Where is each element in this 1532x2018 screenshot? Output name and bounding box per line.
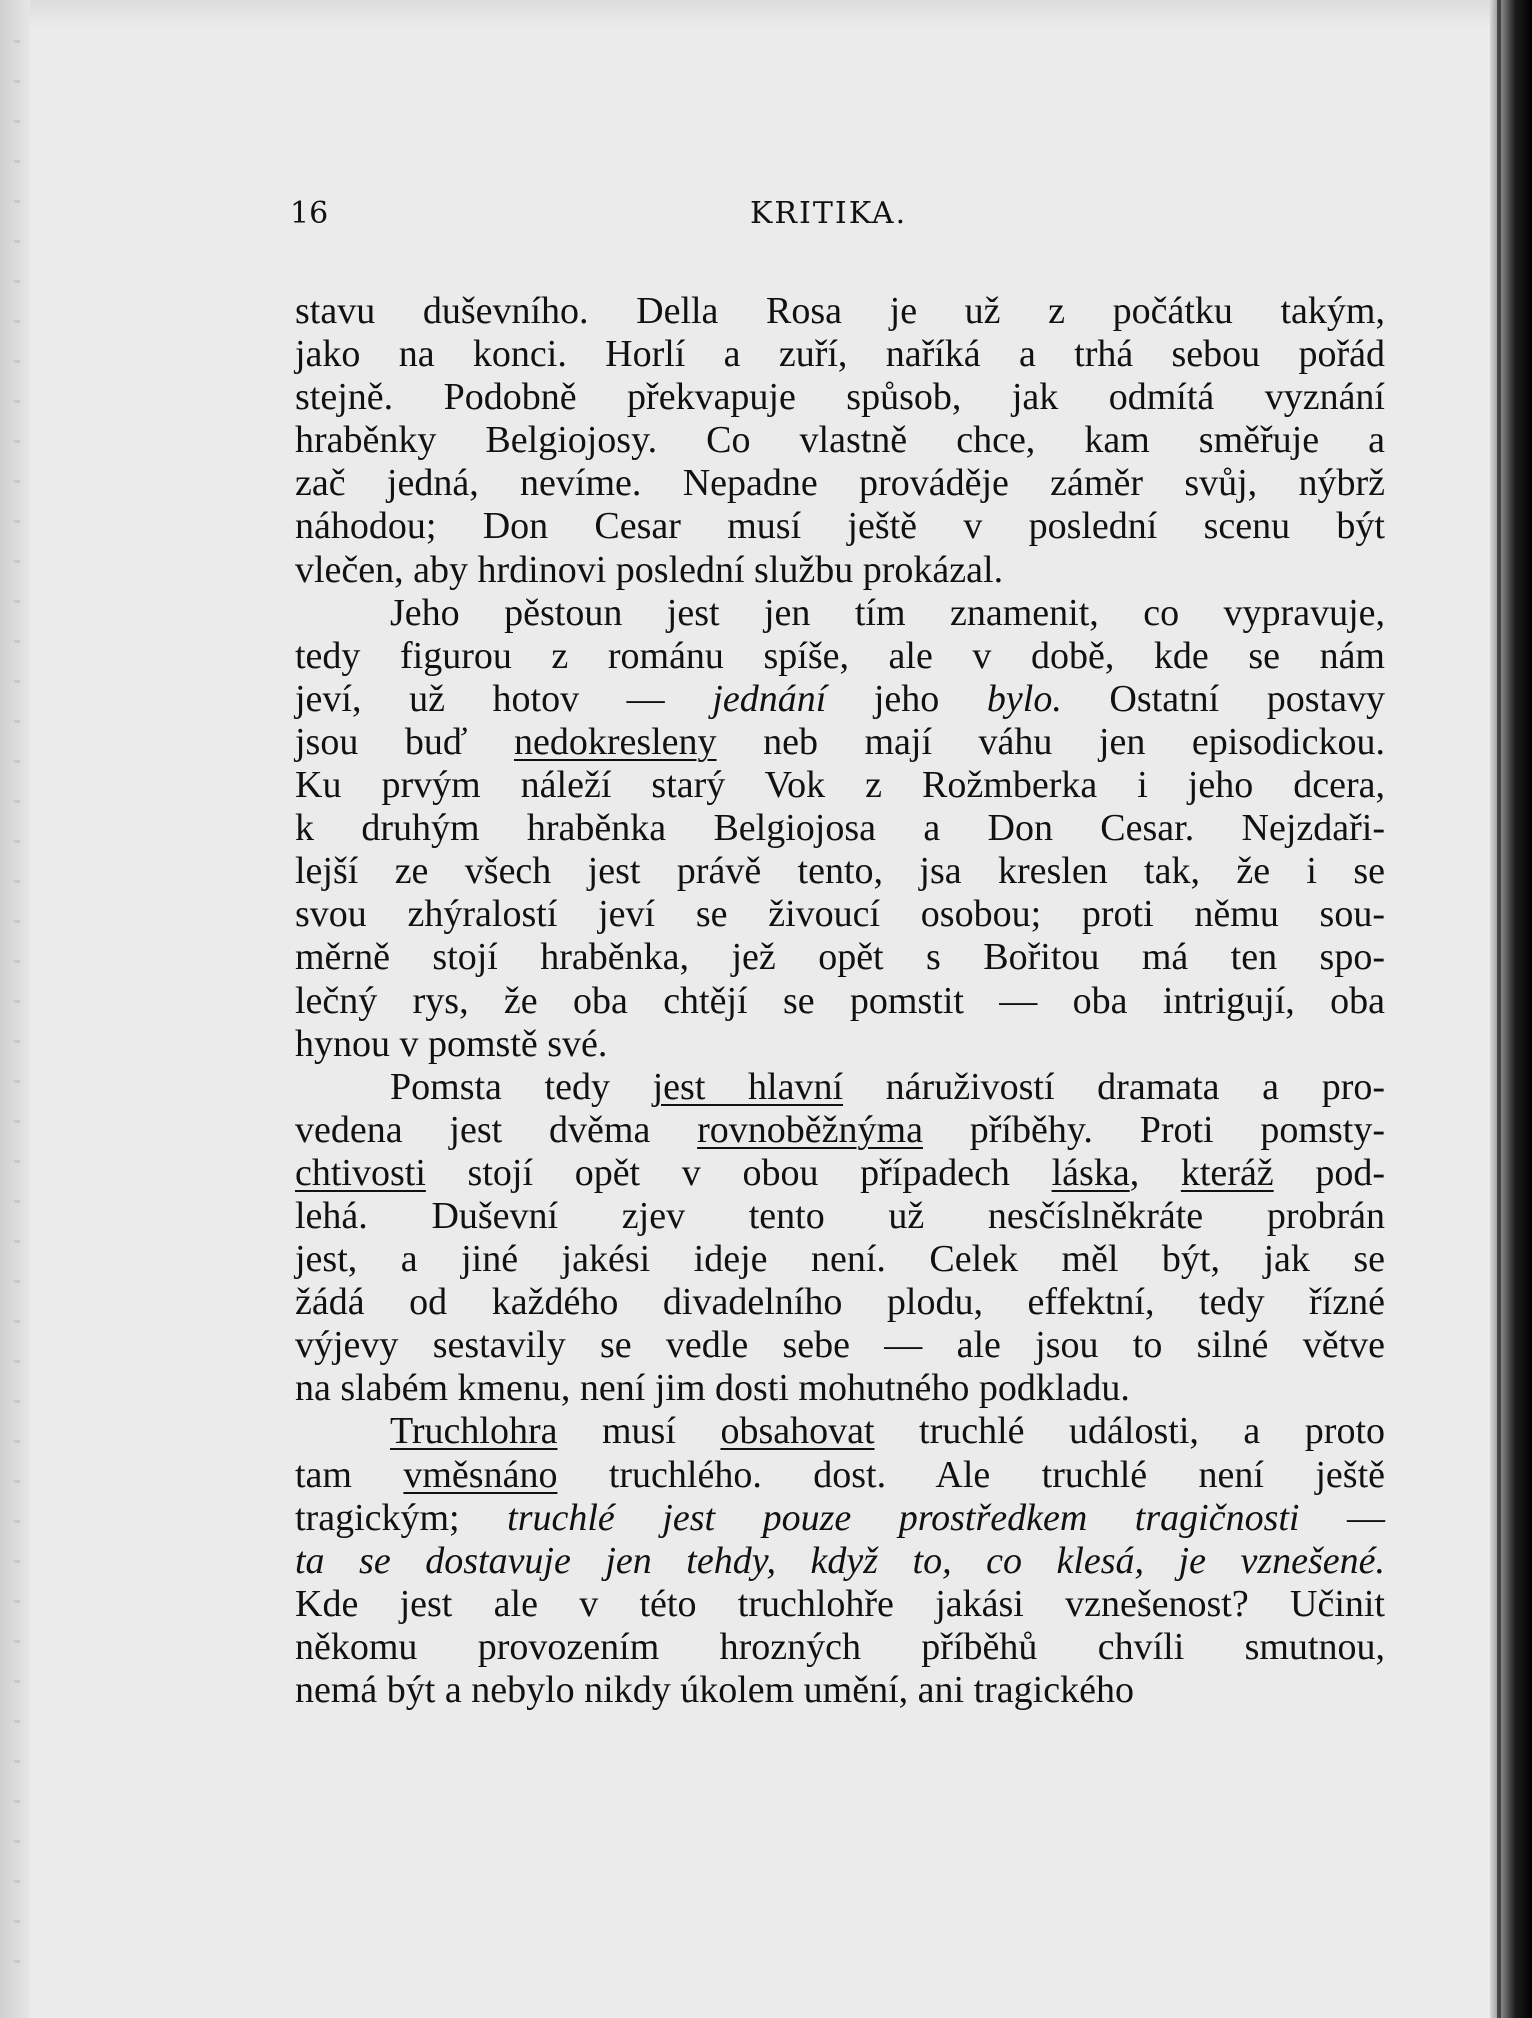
text-segment: , bbox=[1129, 1151, 1181, 1194]
text-segment: jsou buď bbox=[295, 720, 514, 763]
text-line bbox=[295, 678, 1385, 721]
text-segment: nemá být a nebylo nikdy úkolem umění, ani tragického bbox=[295, 1669, 1134, 1711]
text-segment: vlečen, aby hrdinovi poslední službu prokázal. bbox=[295, 548, 1004, 591]
page-header bbox=[290, 196, 1390, 240]
text-line bbox=[295, 893, 1385, 936]
text-line bbox=[295, 850, 1385, 893]
text-line bbox=[295, 980, 1385, 1023]
text-line bbox=[295, 505, 1385, 548]
text-line bbox=[295, 1367, 1385, 1410]
text-segment: neb mají váhu jen episodickou. bbox=[716, 720, 1385, 763]
text-line bbox=[295, 1454, 1385, 1497]
text-segment: lečný rys, že oba chtějí se pomstit — oba intrigují, oba bbox=[295, 979, 1385, 1022]
paragraph bbox=[295, 1066, 1385, 1411]
text-line bbox=[295, 1152, 1385, 1195]
right-edge-line bbox=[1497, 0, 1501, 2018]
underlined-text: kteráž bbox=[1180, 1151, 1274, 1194]
text-line bbox=[295, 1497, 1385, 1540]
text-line bbox=[295, 549, 1385, 592]
text-segment: Kde jest ale v této truchlohře jakási vznešenost? Učinit bbox=[295, 1582, 1385, 1625]
text-line bbox=[295, 1669, 1385, 1712]
text-segment: náruživostí dramata a pro- bbox=[843, 1065, 1386, 1108]
underlined-text: jest hlavní bbox=[652, 1065, 844, 1108]
text-segment: jako na konci. Horlí a zuří, naříká a trhá sebou pořád bbox=[295, 333, 1385, 376]
text-segment: jeho bbox=[826, 677, 987, 720]
text-segment: výjevy sestavily se vedle sebe — ale jsou to silné větve bbox=[295, 1324, 1385, 1367]
page-top-edge bbox=[0, 0, 1532, 28]
text-line bbox=[295, 290, 1385, 333]
text-line bbox=[295, 376, 1385, 419]
text-segment: stojí opět v obou případech bbox=[425, 1151, 1052, 1194]
text-segment: truchlé události, a proto bbox=[874, 1410, 1385, 1453]
underlined-text: chtivosti bbox=[295, 1151, 426, 1194]
text-segment: tam bbox=[295, 1453, 404, 1496]
binding-stitch-marks bbox=[14, 40, 20, 2000]
text-line bbox=[295, 1281, 1385, 1324]
running-head: KRITIKA. bbox=[750, 196, 908, 231]
text-line bbox=[295, 1023, 1385, 1066]
underlined-text: vměsnáno bbox=[403, 1453, 558, 1496]
text-segment: hynou v pomstě své. bbox=[295, 1022, 608, 1065]
text-segment: musí bbox=[557, 1410, 721, 1453]
underlined-text: rovnoběžnýma bbox=[697, 1108, 923, 1151]
text-segment: tragickým; bbox=[295, 1496, 508, 1539]
text-segment: jeví, už hotov — bbox=[295, 677, 713, 720]
underlined-text: Truchlohra bbox=[390, 1410, 558, 1453]
text-line bbox=[295, 419, 1385, 462]
text-segment: stejně. Podobně překvapuje spůsob, jak odmítá vyznání bbox=[295, 376, 1385, 419]
italic-text: ta se dostavuje jen tehdy, když to, co klesá, je vznešené. bbox=[295, 1539, 1385, 1582]
text-segment: žádá od každého divadelního plodu, effektní, tedy řízné bbox=[295, 1281, 1385, 1324]
text-segment: vedena jest dvěma bbox=[295, 1108, 698, 1151]
text-segment: stavu duševního. Della Rosa je už z počátku takým, bbox=[295, 290, 1385, 332]
text-segment: truchlého. dost. Ale truchlé není ještě bbox=[557, 1453, 1385, 1496]
text-segment: Ostatní postavy bbox=[1061, 677, 1385, 720]
text-segment: někomu provozením hrozných příběhů chvíli smutnou, bbox=[295, 1625, 1385, 1668]
text-line bbox=[295, 1583, 1385, 1626]
underlined-text: obsahovat bbox=[720, 1410, 875, 1453]
text-segment: tedy figurou z románu spíše, ale v době, kde se nám bbox=[295, 634, 1385, 677]
text-segment: lehá. Duševní zjev tento už nesčíslněkráte probrán bbox=[295, 1194, 1385, 1237]
body-text bbox=[295, 290, 1385, 1712]
text-line bbox=[295, 1324, 1385, 1367]
text-line bbox=[295, 807, 1385, 850]
italic-text: bylo. bbox=[986, 677, 1062, 720]
text-segment: — bbox=[1299, 1496, 1385, 1539]
text-line bbox=[295, 936, 1385, 979]
text-segment: pod- bbox=[1273, 1151, 1385, 1194]
paragraph bbox=[295, 290, 1385, 592]
text-line bbox=[295, 1238, 1385, 1281]
text-line bbox=[295, 1410, 1385, 1453]
text-segment: příběhy. Proti pomsty- bbox=[922, 1108, 1385, 1151]
paragraph bbox=[295, 1410, 1385, 1712]
text-segment: hraběnky Belgiojosy. Co vlastně chce, kam směřuje a bbox=[295, 419, 1385, 462]
text-segment: náhodou; Don Cesar musí ještě v poslední scenu být bbox=[295, 505, 1385, 548]
underlined-text: nedokresleny bbox=[513, 720, 717, 763]
text-line bbox=[295, 635, 1385, 678]
italic-text: jednání bbox=[712, 677, 827, 720]
text-line bbox=[295, 721, 1385, 764]
text-line bbox=[295, 1540, 1385, 1583]
text-segment: měrně stojí hraběnka, jež opět s Bořitou má ten spo- bbox=[295, 936, 1385, 979]
text-segment: k druhým hraběnka Belgiojosa a Don Cesar. Nejzdaři- bbox=[295, 807, 1385, 850]
text-segment: jest, a jiné jakési ideje není. Celek měl být, jak se bbox=[295, 1238, 1385, 1281]
page-number: 16 bbox=[290, 196, 329, 231]
text-line bbox=[295, 592, 1385, 635]
text-segment: Jeho pěstoun jest jen tím znamenit, co vypravuje, bbox=[390, 591, 1385, 634]
text-line bbox=[295, 333, 1385, 376]
text-segment: Ku prvým náleží starý Vok z Rožmberka i jeho dcera, bbox=[295, 764, 1385, 807]
text-segment: lejší ze všech jest právě tento, jsa kreslen tak, že i se bbox=[295, 850, 1385, 893]
text-line bbox=[295, 1109, 1385, 1152]
underlined-text: láska bbox=[1051, 1151, 1130, 1194]
text-line bbox=[295, 462, 1385, 505]
text-segment: zač jedná, nevíme. Nepadne prováděje záměr svůj, nýbrž bbox=[295, 462, 1385, 505]
text-line bbox=[295, 1626, 1385, 1669]
italic-text: truchlé jest pouze prostředkem tragičnosti bbox=[507, 1496, 1300, 1539]
text-segment: Pomsta tedy bbox=[390, 1065, 653, 1108]
text-segment: svou zhýralostí jeví se živoucí osobou; proti němu sou- bbox=[295, 893, 1385, 936]
text-line bbox=[295, 764, 1385, 807]
text-line bbox=[295, 1195, 1385, 1238]
text-line bbox=[295, 1066, 1385, 1109]
text-segment: na slabém kmenu, není jim dosti mohutného podkladu. bbox=[295, 1367, 1130, 1410]
paragraph bbox=[295, 592, 1385, 1066]
